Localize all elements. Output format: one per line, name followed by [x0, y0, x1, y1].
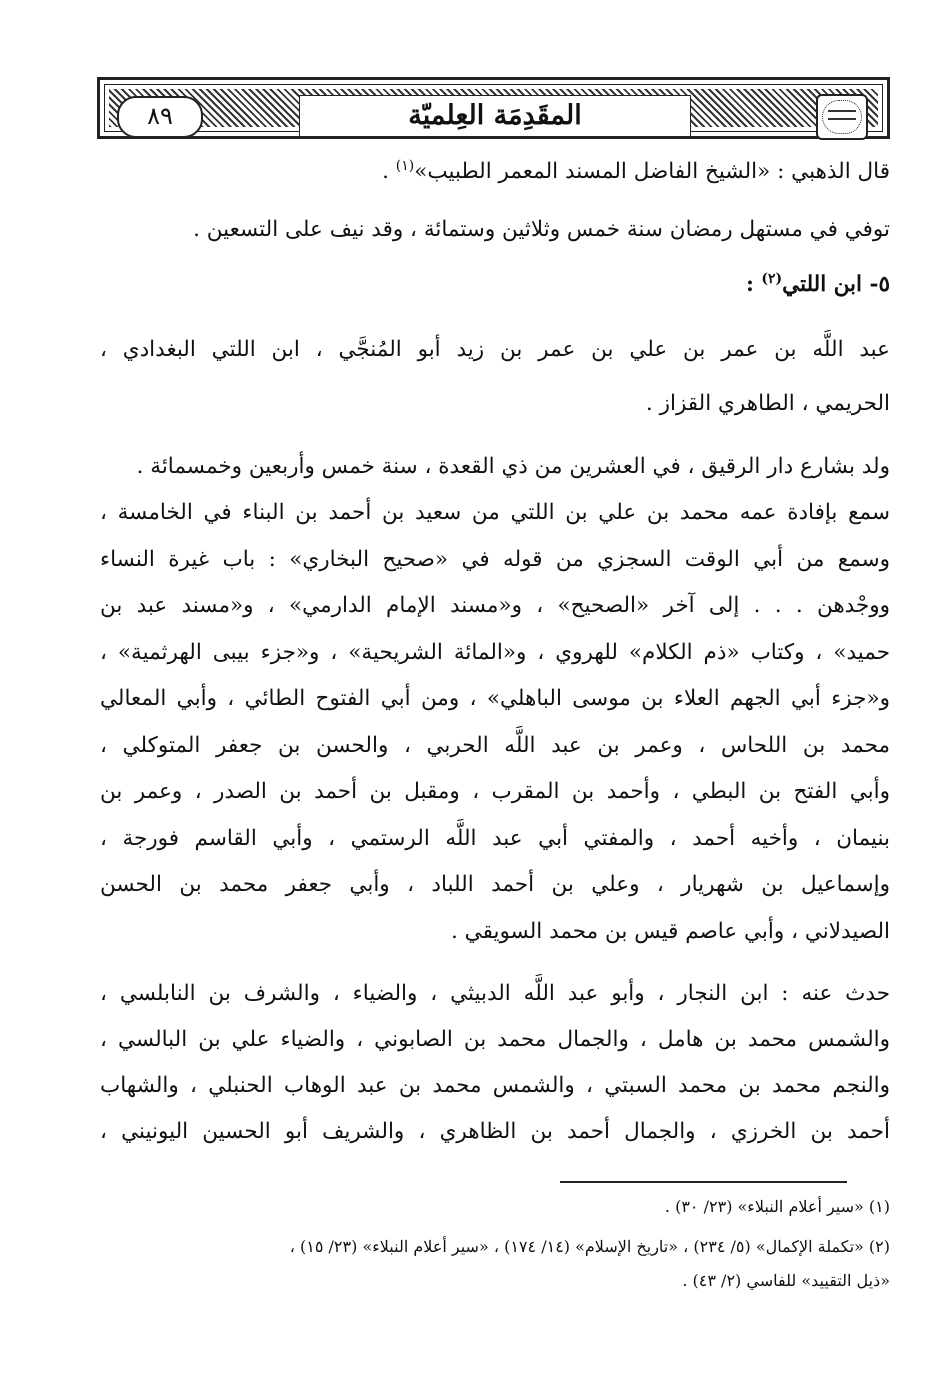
seal-ornament — [822, 100, 862, 134]
footnote-ref: (١) — [395, 157, 415, 174]
text-line: أحمد بن الخرزي ، والجمال أحمد بن الظاهري ، والشريف أبو الحسين اليونيني ، — [100, 1119, 890, 1144]
text-line: حميد» ، وكتاب «ذم الكلام» للهروي ، و«المائة الشريحية» ، و«جزء بيبى الهرثمية» ، — [100, 640, 890, 665]
footnote: (٢) «تكملة الإكمال» (٥/ ٢٣٤) ، «تاريخ الإسلام» (١٤/ ١٧٤) ، «سير أعلام النبلاء» (٢٣/ ١٥) ، — [289, 1237, 890, 1256]
header-title-frame — [299, 95, 691, 137]
book-seal-logo — [816, 94, 868, 140]
header-title: المقَدِمَة العِلميّة — [408, 100, 582, 131]
text-line: الحريمي ، الطاهري القزاز . — [645, 391, 890, 416]
text-line: وأبي الفتح بن البطي ، وأحمد بن المقرب ، ومقبل بن أحمد بن الصدر ، وعمر بن — [100, 779, 890, 804]
text-line: محمد بن اللحاس ، وعمر بن عبد اللَّه الحربي ، والحسن بن جعفر المتوكلي ، — [100, 733, 890, 758]
section-heading: ٥- ابن اللتي$^{(٢)}$ : — [745, 270, 890, 297]
text-line: بنيمان ، وأخيه أحمد ، والمفتي أبي عبد اللَّه الرستمي ، وأبي القاسم فورجة ، — [100, 826, 890, 851]
footnote-continuation: «ذيل التقييد» للفاسي (٢/ ٤٣) . — [682, 1271, 890, 1290]
page-number: ٨٩ — [147, 102, 173, 130]
header-ornament-band — [109, 89, 878, 131]
text-line: سمع بإفادة عمه محمد بن علي بن اللتي من سعيد بن أحمد بن البناء في الخامسة ، — [100, 500, 890, 525]
page-header — [97, 77, 890, 139]
text-line: حدث عنه : ابن النجار ، وأبو عبد اللَّه الدبيثي ، والضياء ، والشرف بن النابلسي ، — [100, 981, 890, 1006]
text-line: والنجم محمد بن محمد السبتي ، والشمس محمد بن عبد الوهاب الحنبلي ، والشهاب — [100, 1073, 890, 1098]
text-line: ووجْدهن . . . إلى آخر «الصحيح» ، و«مسند الإمام الدارمي» ، و«مسند عبد بن — [100, 593, 890, 618]
text-line: الصيدلاني ، وأبي عاصم قيس بن محمد السويقي . — [451, 919, 890, 944]
text-line: قال الذهبي : «الشيخ الفاضل المسند المعمر الطبيب»$^{(١)}$ . — [382, 157, 890, 184]
footnote-separator — [560, 1181, 847, 1183]
text-line: توفي في مستهل رمضان سنة خمس وثلاثين وستمائة ، وقد نيف على التسعين . — [193, 217, 890, 242]
footnote: (١) «سير أعلام النبلاء» (٢٣/ ٣٠) . — [664, 1197, 890, 1216]
text-line: والشمس محمد بن هامل ، والجمال محمد بن الصابوني ، والضياء علي بن البالسي ، — [100, 1027, 890, 1052]
text-line: ولد بشارع دار الرقيق ، في العشرين من ذي القعدة ، سنة خمس وأربعين وخمسمائة . — [136, 454, 890, 479]
text-line: و«جزء أبي الجهم العلاء بن موسى الباهلي» ، ومن أبي الفتوح الطائي ، وأبي المعالي — [100, 686, 890, 711]
page-number-frame — [117, 96, 203, 138]
footnote-ref: (٢) — [761, 270, 783, 287]
text-line: وسمع من أبي الوقت السجزي من قوله في «صحيح البخاري» : باب غيرة النساء — [100, 547, 890, 572]
text-line: عبد اللَّه بن عمر بن علي بن عمر بن زيد أبو المُنجَّي ، ابن اللتي البغدادي ، — [100, 337, 890, 362]
text-line: وإسماعيل بن شهريار ، وعلي بن أحمد اللباد ، وأبي جعفر محمد بن الحسن — [100, 872, 890, 897]
